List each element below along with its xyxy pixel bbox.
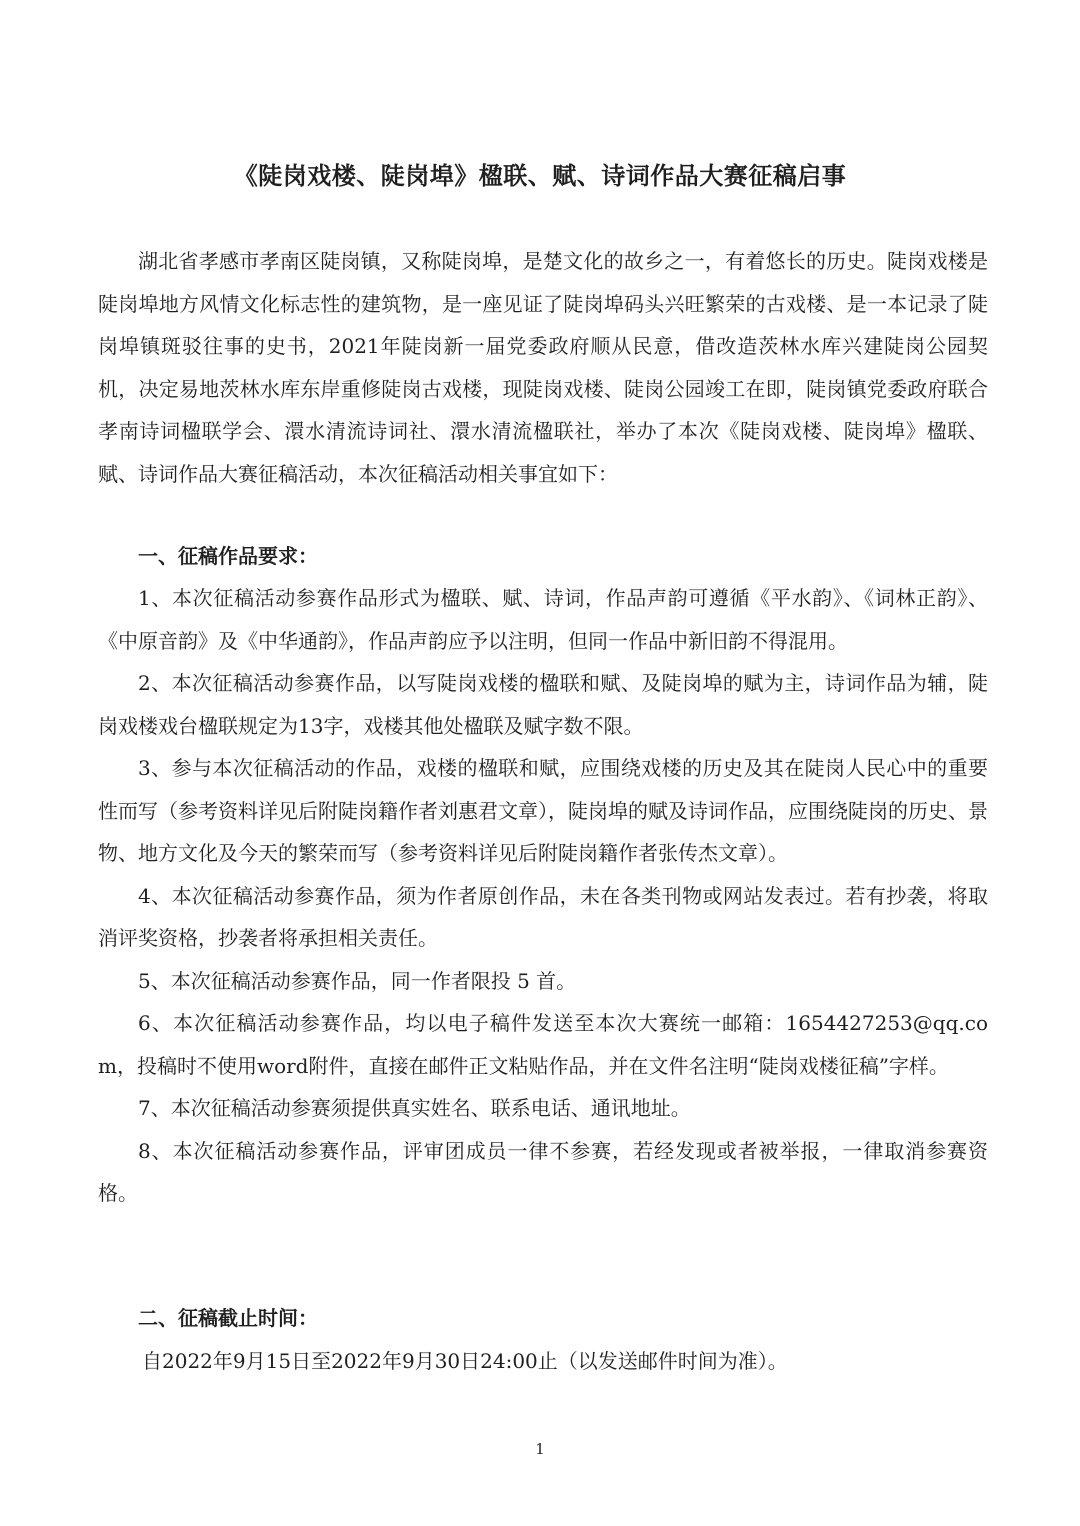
requirement-item-8: 8、本次征稿活动参赛作品，评审团成员一律不参赛，若经发现或者被举报，一律取消参赛资格。 (98, 1138, 988, 1205)
requirement-item-5: 5、本次征稿活动参赛作品，同一作者限投 5 首。 (138, 968, 577, 993)
section-heading-requirements: 一、征稿作品要求： (138, 544, 318, 568)
page-number: 1 (535, 1440, 545, 1458)
requirements-list (98, 577, 988, 1215)
requirement-item-6: 6、本次征稿活动参赛作品，均以电子稿件发送至本次大赛统一邮箱：1654427253@qq.com，投稿时不使用word附件，直接在邮件正文粘贴作品，并在文件名注明“陡岗戏楼征稿”字样。 (98, 1011, 988, 1078)
requirement-item-1: 1、本次征稿活动参赛作品形式为楹联、赋、诗词，作品声韵可遵循《平水韵》、《词林正韵》、《中原音韵》及《中华通韵》，作品声韵应予以注明，但同一作品中新旧韵不得混用。 (98, 586, 988, 653)
deadline-text: 自2022年9月15日至2022年9月30日24:00止（以发送邮件时间为准）。 (142, 1349, 788, 1373)
intro-paragraph: 湖北省孝感市孝南区陡岗镇，又称陡岗埠，是楚文化的故乡之一，有着悠长的历史。陡岗戏楼是陡岗埠地方风情文化标志性的建筑物，是一座见证了陡岗埠码头兴旺繁荣的古戏楼、是一本记录了陡岗埠镇斑驳往事的史书，2021年陡岗新一届党委政府顺从民意，借改造茨林水库兴建陡岗公园契机，决定易地茨林水库东岸重修陡岗古戏楼，现陡岗戏楼、陡岗公园竣工在即，陡岗镇党委政府联合孝南诗词楹联学会、澴水清流诗词社、澴水清流楹联社，举办了本次《陡岗戏楼、陡岗埠》楹联、赋、诗词作品大赛征稿活动，本次征稿活动相关事宜如下： (98, 249, 988, 486)
section-heading-deadline: 二、征稿截止时间： (138, 1306, 318, 1330)
requirement-item-7: 7、本次征稿活动参赛须提供真实姓名、联系电话、通讯地址。 (138, 1096, 691, 1120)
document-title: 《陡岗戏楼、陡岗埠》楹联、赋、诗词作品大赛征稿启事 (233, 162, 847, 190)
requirement-item-2: 2、本次征稿活动参赛作品，以写陡岗戏楼的楹联和赋、及陡岗埠的赋为主，诗词作品为辅，陡岗戏楼戏台楹联规定为13字，戏楼其他处楹联及赋字数不限。 (98, 671, 988, 738)
requirement-item-3: 3、参与本次征稿活动的作品，戏楼的楹联和赋，应围绕戏楼的历史及其在陡岗人民心中的重要性而写（参考资料详见后附陡岗籍作者刘惠君文章），陡岗埠的赋及诗词作品，应围绕陡岗的历史、景物、地方文化及今天的繁荣而写（参考资料详见后附陡岗籍作者张传杰文章）。 (98, 756, 988, 865)
requirement-item-4: 4、本次征稿活动参赛作品，须为作者原创作品，未在各类刊物或网站发表过。若有抄袭，将取消评奖资格，抄袭者将承担相关责任。 (98, 883, 988, 950)
